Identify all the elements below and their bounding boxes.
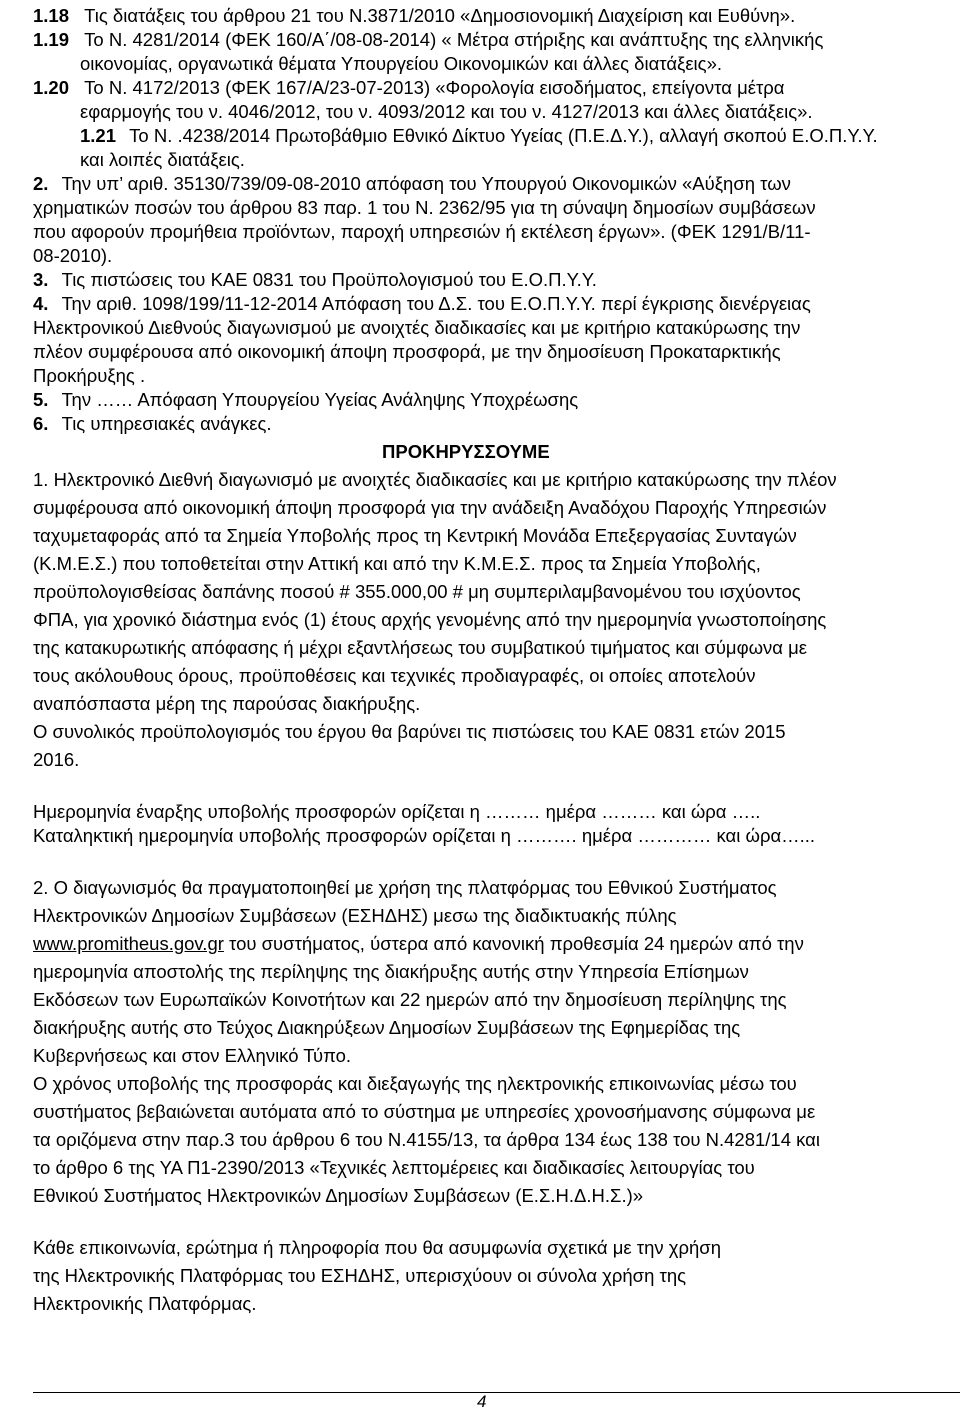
submission-start-date: Ημερομηνία έναρξης υποβολής προσφορών ορίζεται η ……… ημέρα ……… και ώρα ….. <box>33 801 761 822</box>
item-number: 6. <box>33 413 49 434</box>
item-text: Την υπ’ αριθ. 35130/739/09-08-2010 απόφαση του Υπουργού Οικονομικών «Αύξηση των <box>61 173 791 194</box>
item-1-19 <box>33 28 823 52</box>
item-text: Τις υπηρεσιακές ανάγκες. <box>61 413 272 434</box>
item-4-cont: Ηλεκτρονικού Διεθνούς διαγωνισμού με ανοιχτές διαδικασίες και με κριτήριο κατακύρωσης την <box>33 317 801 338</box>
item-text: Την …… Απόφαση Υπουργείου Υγείας Ανάληψης Υποχρέωσης <box>61 389 579 410</box>
paragraph-2-line: Ο χρόνος υποβολής της προσφοράς και διεξαγωγής της ηλεκτρονικής επικοινωνίας μέσω του <box>33 1073 797 1094</box>
paragraph-2-line <box>33 932 804 956</box>
paragraph-1-line: της κατακυρωτικής απόφασης ή μέχρι εξαντλήσεως του συμβατικού τιμήματος και σύμφωνα με <box>33 637 808 658</box>
paragraph-1-line: (Κ.Μ.Ε.Σ.) που τοποθετείται στην Αττική και από την Κ.Μ.Ε.Σ. προς τα Σημεία Υποβολής, <box>33 553 761 574</box>
item-2-cont: 08-2010). <box>33 245 113 266</box>
item-4-cont: Προκήρυξης . <box>33 365 146 386</box>
item-text: Τις διατάξεις του άρθρου 21 του Ν.3871/2010 «Δημοσιονομική Διαχείριση και Ευθύνη». <box>84 5 796 26</box>
item-text: Το Ν. 4281/2014 (ΦΕΚ 160/Α΄/08-08-2014) « Μέτρα στήριξης και ανάπτυξης της ελληνικής <box>84 29 824 50</box>
paragraph-3-line: της Ηλεκτρονικής Πλατφόρμας του ΕΣΗΔΗΣ, υπερισχύουν οι σύνολα χρήση της <box>33 1265 687 1286</box>
item-number: 2. <box>33 173 49 194</box>
paragraph-2-line: τα οριζόμενα στην παρ.3 του άρθρου 6 του Ν.4155/13, τα άρθρα 134 έως 138 του Ν.4281/14 και <box>33 1129 820 1150</box>
paragraph-2-line: ημερομηνία αποστολής της περίληψης της διακήρυξης αυτής στην Υπηρεσία Επίσημων <box>33 961 749 982</box>
item-number: 1.21 <box>80 125 117 146</box>
paragraph-3-line: Κάθε επικοινωνία, ερώτημα ή πληροφορία που θα ασυμφωνία σχετικά με την χρήση <box>33 1237 722 1258</box>
paragraph-2-line: διακήρυξης αυτής στο Τεύχος Διακηρύξεων Δημοσίων Συμβάσεων της Εφημερίδας της <box>33 1017 741 1038</box>
submission-deadline: Καταληκτική ημερομηνία υποβολής προσφορών ορίζεται η ………. ημέρα ………… και ώρα…... <box>33 825 816 846</box>
item-1-20-cont: εφαρμογής του ν. 4046/2012, του ν. 4093/2012 και του ν. 4127/2013 και άλλες διατάξεις». <box>80 101 813 122</box>
item-1-18 <box>33 4 795 28</box>
paragraph-2-line: συστήματος βεβαιώνεται αυτόματα από το σύστημα με υπηρεσίες χρονοσήμανσης σύμφωνα με <box>33 1101 816 1122</box>
item-number: 3. <box>33 269 49 290</box>
item-5 <box>33 388 578 412</box>
item-1-20 <box>33 76 785 100</box>
paragraph-2-line: Κυβερνήσεως και στον Ελληνικό Τύπο. <box>33 1045 352 1066</box>
item-4-cont: πλέον συμφέρουσα από οικονομική άποψη προσφορά, με την δημοσίευση Προκαταρκτικής <box>33 341 781 362</box>
page-number: 4 <box>477 1392 487 1411</box>
paragraph-2-line: Ηλεκτρονικών Δημοσίων Συμβάσεων (ΕΣΗΔΗΣ) μεσω της διαδικτυακής πύλης <box>33 905 677 926</box>
paragraph-1-line: 2016. <box>33 749 80 770</box>
paragraph-1-line: 1. Ηλεκτρονικό Διεθνή διαγωνισμό με ανοιχτές διαδικασίες και με κριτήριο κατακύρωσης την πλέον <box>33 469 837 490</box>
paragraph-2-line: 2. Ο διαγωνισμός θα πραγματοποιηθεί με χρήση της πλατφόρμας του Εθνικού Συστήματος <box>33 877 777 898</box>
item-number: 4. <box>33 293 49 314</box>
item-number: 5. <box>33 389 49 410</box>
item-1-21-cont: και λοιπές διατάξεις. <box>80 149 245 170</box>
paragraph-2-line: Εθνικού Συστήματος Ηλεκτρονικών Δημοσίων Συμβάσεων (Ε.Σ.Η.Δ.Η.Σ.)» <box>33 1185 644 1206</box>
item-number: 1.19 <box>33 29 70 50</box>
item-2 <box>33 172 791 196</box>
item-text: Το Ν. .4238/2014 Πρωτοβάθμιο Εθνικό Δίκτυο Υγείας (Π.Ε.Δ.Υ.), αλλαγή σκοπού Ε.Ο.Π.Υ.Υ. <box>129 125 878 146</box>
paragraph-1-line: ΦΠΑ, για χρονικό διάστημα ενός (1) έτους αρχής γενομένης από την ημερομηνία γνωστοποίησης <box>33 609 827 630</box>
paragraph-1-line: τους ακόλουθους όρους, προϋποθέσεις και τεχνικές προδιαγραφές, οι οποίες αποτελούν <box>33 665 756 686</box>
footer-rule <box>33 1392 960 1393</box>
item-1-19-cont: οικονομίας, οργανωτικά θέματα Υπουργείου Οικονομικών και άλλες διατάξεις». <box>80 53 723 74</box>
item-6 <box>33 412 272 436</box>
promitheus-link[interactable]: www.promitheus.gov.gr <box>33 933 224 954</box>
item-1-21 <box>80 124 878 148</box>
paragraph-2-line: το άρθρο 6 της ΥΑ Π1-2390/2013 «Τεχνικές λεπτομέρειες και διαδικασίες λειτουργίας του <box>33 1157 755 1178</box>
paragraph-2-text: του συστήματος, ύστερα από κανονική προθεσμία 24 ημερών από την <box>223 933 804 954</box>
item-text: Τις πιστώσεις του ΚΑΕ 0831 του Προϋπολογισμού του Ε.Ο.Π.Υ.Υ. <box>61 269 597 290</box>
paragraph-2-line: Εκδόσεων των Ευρωπαϊκών Κοινοτήτων και 22 ημερών από την δημοσίευση περίληψης της <box>33 989 787 1010</box>
item-number: 1.20 <box>33 77 70 98</box>
item-2-cont: που αφορούν προμήθεια προϊόντων, παροχή υπηρεσιών ή εκτέλεση έργων». (ΦΕΚ 1291/Β/11- <box>33 221 811 242</box>
paragraph-1-line: προϋπολογισθείσας δαπάνης ποσού # 355.000,00 # μη συμπεριλαμβανομένου του ισχύοντος <box>33 581 801 602</box>
paragraph-1-line: ταχυμεταφοράς από τα Σημεία Υποβολής προς τη Κεντρική Μονάδα Επεξεργασίας Συνταγών <box>33 525 797 546</box>
item-2-cont: χρηματικών ποσών του άρθρου 83 παρ. 1 του Ν. 2362/95 για τη σύναψη δημοσίων συμβάσεων <box>33 197 816 218</box>
paragraph-3-line: Ηλεκτρονικής Πλατφόρμας. <box>33 1293 257 1314</box>
item-3 <box>33 268 597 292</box>
item-number: 1.18 <box>33 5 70 26</box>
item-text: Το Ν. 4172/2013 (ΦΕΚ 167/Α/23-07-2013) «Φορολογία εισοδήματος, επείγοντα μέτρα <box>84 77 785 98</box>
section-heading: ΠΡΟΚΗΡΥΣΣΟΥΜΕ <box>382 441 550 462</box>
paragraph-1-line: αναπόσπαστα μέρη της παρούσας διακήρυξης. <box>33 693 421 714</box>
item-text: Την αριθ. 1098/199/11-12-2014 Απόφαση του Δ.Σ. του Ε.Ο.Π.Υ.Υ. περί έγκρισης διενέργειας <box>61 293 811 314</box>
paragraph-1-line: συμφέρουσα από οικονομική άποψη προσφορά για την ανάδειξη Αναδόχου Παροχής Υπηρεσιών <box>33 497 827 518</box>
item-4 <box>33 292 811 316</box>
paragraph-1-line: Ο συνολικός προϋπολογισμός του έργου θα βαρύνει τις πιστώσεις του ΚΑΕ 0831 ετών 2015 <box>33 721 786 742</box>
